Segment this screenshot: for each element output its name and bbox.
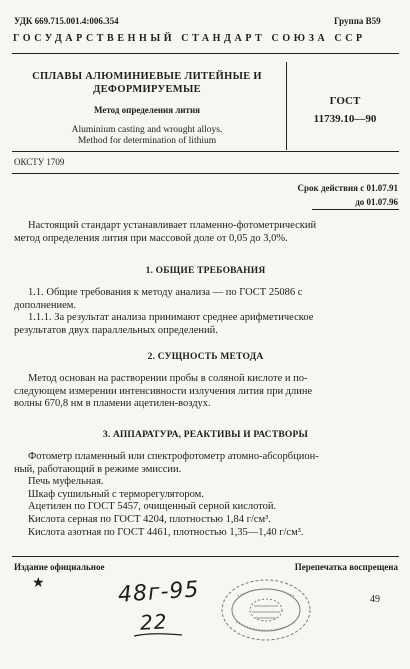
state-standard-banner: ГОСУДАРСТВЕННЫЙ СТАНДАРТ СОЮЗА ССР [13,33,366,44]
title-ru-line2: ДЕФОРМИРУЕМЫЕ [93,84,201,95]
section-line: 1.1. Общие требования к методу анализа — по ГОСТ 25086 с [28,287,303,298]
footer-rule [12,556,399,557]
section-line: результатов двух параллельных определений. [14,324,218,336]
header-rule [12,53,399,54]
title-ru-line1: СПЛАВЫ АЛЮМИНИЕВЫЕ ЛИТЕЙНЫЕ И [32,71,262,82]
title-en-line2: Method for determination of lithium [77,136,217,146]
section-line: ный, работающий в режиме эмиссии. [14,463,182,475]
section-body-2 [14,373,398,411]
handwritten-note-line2: 22 [139,609,169,635]
intro-line: метод определения лития при массовой доле от 0,05 до 3,0%. [14,232,288,244]
gost-number: 11739.10—90 [313,113,377,125]
section-line: Метод основан на растворении пробы в соляной кислоте и по- [28,373,308,384]
library-stamp [218,576,314,644]
section-line: дополнением. [14,299,77,311]
intro-paragraph [14,220,398,245]
title-divider [286,62,287,150]
section-line: волны 670,8 нм в пламени ацетилен-воздух. [14,398,211,410]
handwritten-underline [132,630,184,640]
page-number: 49 [370,594,380,605]
section-line: 1.1.1. За результат анализа принимают среднее арифметическое [28,312,314,324]
udk-code: УДК 669.715.001.4:006.354 [14,16,119,26]
validity-rule [312,209,399,210]
section-line: Фотометр пламенный или спектрофотометр атомно-абсорбцион- [28,451,319,462]
title-block-rule [12,151,399,152]
handwritten-note-line1: 48г-95 [117,577,201,608]
section-body-3 [14,451,398,539]
gost-label: ГОСТ [329,95,361,107]
section-heading-3: 3. АППАРАТУРА, РЕАКТИВЫ И РАСТВОРЫ [102,430,309,440]
official-edition: Издание официальное [14,562,105,572]
intro-line: Настоящий стандарт устанавливает пламенно-фотометрический [28,220,317,231]
section-line: Ацетилен по ГОСТ 5457, очищенный серной кислотой. [28,501,277,513]
section-line: Кислота серная по ГОСТ 4204, плотностью 1,84 г/см³. [28,513,271,525]
section-line: Кислота азотная по ГОСТ 4461, плотностью 1,35—1,40 г/см³. [28,526,304,538]
section-line: следующем измерении интенсивности излучения лития при длине [14,385,313,397]
validity-to: до 01.07.96 [355,197,398,207]
section-heading-1: 1. ОБЩИЕ ТРЕБОВАНИЯ [145,266,266,276]
group-code: Группа В59 [334,16,381,26]
section-line: Печь муфельная. [28,476,104,488]
section-line: Шкаф сушильный с терморегулятором. [28,488,204,500]
section-heading-2: 2. СУЩНОСТЬ МЕТОДА [147,352,264,362]
okstu-code: ОКСТУ 1709 [14,157,65,167]
method-ru: Метод определения лития [93,105,201,115]
star-mark: ★ [32,576,45,591]
reprint-prohibited: Перепечатка воспрещена [294,562,398,572]
title-en-line1: Aluminium casting and wrought alloys. [71,125,223,135]
okstu-rule [12,173,399,174]
validity-from: Срок действия с 01.07.91 [297,183,398,193]
section-body-1 [14,287,398,337]
